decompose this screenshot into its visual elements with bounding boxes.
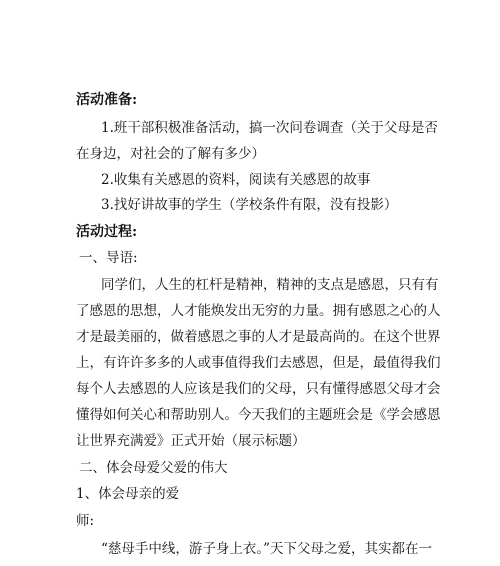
paragraph-line: 懂得如何关心和帮助别人。今天我们的主题班会是《学会感恩	[76, 407, 441, 423]
paragraph-line: 让世界充满爱》正式开始（展示标题）	[76, 433, 306, 449]
part2-title: 二、体会母爱父爱的伟大	[79, 460, 228, 476]
quote-line: “慈母手中线，游子身上衣。”天下父母之爱，其实都在一	[101, 541, 433, 557]
process-heading: 活动过程:	[76, 224, 138, 240]
paragraph-line: 同学们，人生的杠杆是精神，精神的支点是感恩，只有有	[101, 277, 439, 293]
paragraph-line: 上，有许许多多的人或事值得我们去感恩，但是，最值得我们	[76, 355, 441, 371]
part1-title: 一、导语:	[79, 250, 138, 266]
teacher-label: 师:	[76, 513, 95, 529]
paragraph-line: 了感恩的思想，人才能焕发出无穷的力量。拥有感恩之心的人	[76, 303, 441, 319]
prep-item-1-line-1: 1.班干部积极准备活动，搞一次问卷调查（关于父母是否	[101, 120, 438, 136]
prep-item-3: 3.找好讲故事的学生（学校条件有限，没有投影）	[101, 197, 398, 213]
prep-item-2: 2.收集有关感恩的资料，阅读有关感恩的故事	[101, 172, 371, 188]
prep-item-1-line-2: 在身边，对社会的了解有多少）	[76, 146, 265, 162]
prep-heading: 活动准备:	[76, 92, 138, 108]
paragraph-line: 每个人去感恩的人应该是我们的父母，只有懂得感恩父母才会	[76, 381, 441, 397]
paragraph-line: 才是最美丽的，做着感恩之事的人才是最高尚的。在这个世界	[76, 329, 441, 345]
part2-subtitle-1: 1、体会母亲的爱	[76, 486, 180, 502]
